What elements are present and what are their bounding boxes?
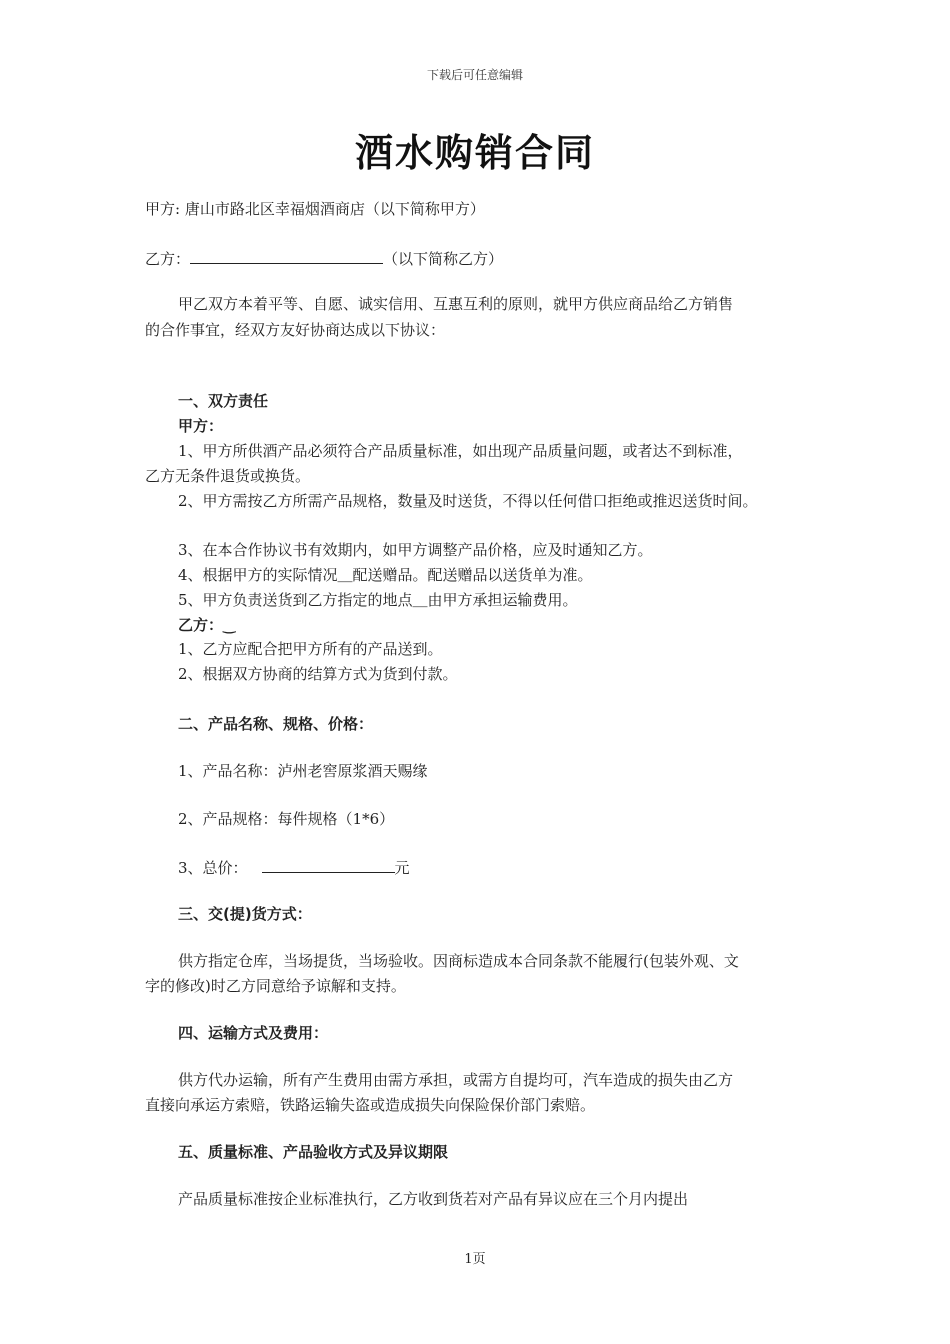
product-name: 1、产品名称：泸州老窖原浆酒天赐缘: [178, 762, 428, 780]
section-4-line-2: 直接向承运方索赔，铁路运输失盗或造成损失向保险保价部门索赔。: [145, 1096, 596, 1114]
section-3-line-2: 字的修改)时乙方同意给予谅解和支持。: [145, 977, 406, 995]
party-a-duties-label: 甲方：: [178, 417, 224, 435]
section-5-heading: 五、质量标准、产品验收方式及异议期限: [178, 1143, 449, 1161]
header-note: 下载后可任意编辑: [426, 68, 523, 82]
party-a-duty-5: 5、甲方负责送货到乙方指定的地点＿由甲方承担运输费用。: [178, 591, 578, 609]
party-b-line: [145, 247, 503, 269]
section-4-heading: 四、运输方式及费用：: [178, 1024, 329, 1042]
intro-line-2: 的合作事宜，经双方友好协商达成以下协议：: [145, 321, 446, 339]
party-b-duties-label: 乙方：‿: [178, 616, 236, 634]
party-a-duty-2: 2、甲方需按乙方所需产品规格，数量及时送货，不得以任何借口拒绝或推迟送货时间。: [178, 492, 758, 510]
party-b-suffix: （以下简称乙方）: [383, 250, 504, 268]
intro-line-1: 甲乙双方本着平等、自愿、诚实信用、互惠互利的原则，就甲方供应商品给乙方销售: [178, 295, 734, 313]
total-price-label: 3、总价：: [178, 859, 248, 877]
section-3-heading: 三、交(提)货方式：: [178, 905, 312, 923]
section-5-line-1: 产品质量标准按企业标准执行，乙方收到货若对产品有异议应在三个月内提出: [178, 1190, 689, 1208]
section-3-line-1: 供方指定仓库，当场提货，当场验收。因商标造成本合同条款不能履行(包装外观、文: [178, 952, 739, 970]
page-number: 1页: [464, 1252, 486, 1267]
party-a-line: 甲方: 唐山市路北区幸福烟酒商店（以下简称甲方）: [145, 200, 485, 218]
total-price-unit: 元: [394, 859, 410, 877]
section-4-line-1: 供方代办运输，所有产生费用由需方承担，或需方自提均可，汽车造成的损失由乙方: [178, 1071, 734, 1089]
product-spec: 2、产品规格：每件规格（1*6）: [178, 810, 395, 828]
party-b-blank: [190, 247, 383, 264]
party-b-label: 乙方：: [145, 250, 191, 268]
party-b-duty-2: 2、根据双方协商的结算方式为货到付款。: [178, 665, 458, 683]
document-title: 酒水购销合同: [354, 131, 595, 175]
party-a-duty-4: 4、根据甲方的实际情况＿配送赠品。配送赠品以送货单为准。: [178, 566, 593, 584]
total-price-line: [178, 856, 410, 878]
section-2-heading: 二、产品名称、规格、价格：: [178, 715, 374, 733]
party-a-duty-1-cont: 乙方无条件退货或换货。: [145, 467, 311, 485]
party-b-duty-1: 1、乙方应配合把甲方所有的产品送到。: [178, 640, 443, 658]
party-a-duty-3: 3、在本合作协议书有效期内，如甲方调整产品价格，应及时通知乙方。: [178, 541, 653, 559]
section-1-heading: 一、双方责任: [178, 392, 269, 410]
party-a-duty-1: 1、甲方所供酒产品必须符合产品质量标准，如出现产品质量问题，或者达不到标准，: [178, 442, 743, 460]
total-price-blank: [262, 856, 395, 873]
